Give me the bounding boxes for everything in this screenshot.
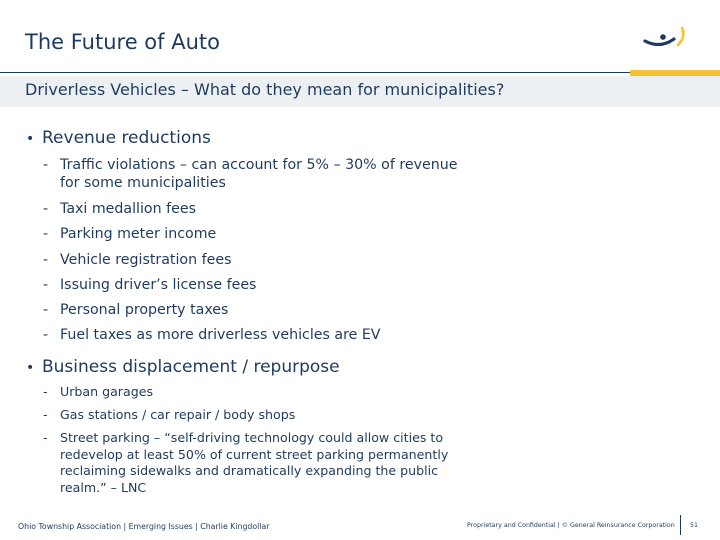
dash-icon: - (43, 430, 48, 445)
footer-left-text: Ohio Township Association | Emerging Issues | Charlie Kingdollar (18, 522, 270, 531)
list-item-text: Street parking – “self-driving technology could allow cities to redevelop at least 50% of current street parking permanently reclaiming sidewalks and dramatically expanding the public realm.” – LNC (60, 430, 449, 495)
bullet-dot-icon: • (26, 360, 35, 376)
footer-divider (680, 515, 681, 535)
list-item-text: Vehicle registration fees (60, 252, 232, 268)
list-item-text: Issuing driver’s license fees (60, 277, 257, 293)
header-divider (0, 72, 630, 73)
list-item (43, 251, 231, 269)
bullet-revenue-reductions (26, 128, 211, 148)
list-item-text: Personal property taxes (60, 302, 229, 318)
list-item-text: Traffic violations – can account for 5% – 30% of revenue for some municipalities (60, 157, 458, 191)
list-item (43, 326, 381, 344)
dash-icon: - (43, 201, 49, 217)
list-item (43, 301, 228, 319)
dash-icon: - (43, 226, 49, 242)
list-item (43, 225, 216, 243)
list-item-text: Parking meter income (60, 226, 217, 242)
list-item (43, 384, 153, 401)
company-logo-icon (642, 25, 692, 55)
list-item-text: Urban garages (60, 384, 154, 399)
footer-right-text: Proprietary and Confidential | © General Reinsurance Corporation (467, 522, 675, 529)
dash-icon: - (43, 327, 49, 343)
page-number: 51 (690, 522, 699, 529)
dash-icon: - (43, 252, 49, 268)
bullet-dot-icon: • (26, 131, 35, 147)
dash-icon: - (43, 384, 48, 399)
list-item (43, 200, 196, 218)
list-item-text: Fuel taxes as more driverless vehicles are EV (60, 327, 381, 343)
list-item (43, 430, 483, 496)
bullet-business-displacement (26, 357, 340, 377)
dash-icon: - (43, 157, 49, 173)
dash-icon: - (43, 302, 49, 318)
list-item-text: Taxi medallion fees (60, 201, 196, 217)
bullet-label: Business displacement / repurpose (42, 357, 340, 377)
dash-icon: - (43, 407, 48, 422)
list-item (43, 156, 463, 192)
list-item (43, 276, 256, 294)
slide-title: The Future of Auto (25, 30, 220, 54)
list-item (43, 407, 295, 424)
list-item-text: Gas stations / car repair / body shops (60, 407, 296, 422)
bullet-label: Revenue reductions (42, 128, 211, 148)
dash-icon: - (43, 277, 49, 293)
slide-subtitle: Driverless Vehicles – What do they mean for municipalities? (25, 80, 505, 99)
